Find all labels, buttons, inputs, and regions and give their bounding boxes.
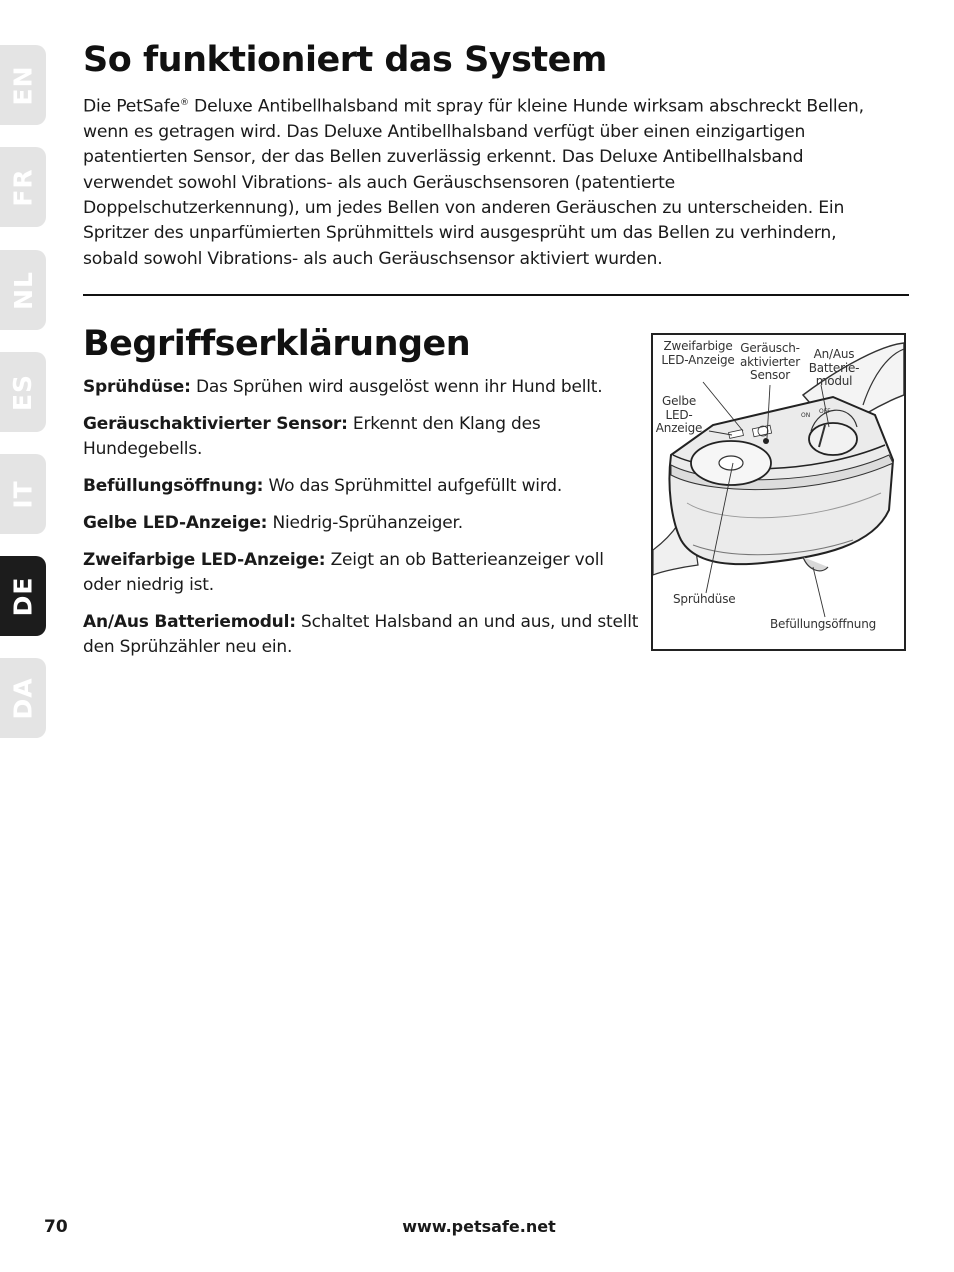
tab-es[interactable]: ES (0, 352, 46, 432)
intro-brand: Die PetSafe (83, 96, 180, 117)
label-yellow-led: Gelbe LED-Anzeige (655, 394, 703, 435)
label-bicolor-led: Zweifarbige LED-Anzeige (661, 339, 735, 367)
label-sound-sensor: Geräusch-aktivierter Sensor (740, 341, 800, 382)
definition-item (83, 474, 643, 499)
tab-fr[interactable]: FR (0, 147, 46, 227)
definition-item (83, 375, 643, 400)
label-fill-port: Befüllungsöffnung (770, 617, 877, 631)
tab-de[interactable]: DE (0, 556, 46, 636)
switch-on-label: ON (801, 412, 811, 419)
tab-da[interactable]: DA (0, 658, 46, 738)
definition-item (83, 548, 643, 598)
page-number: 70 (44, 1217, 68, 1237)
label-nozzle: Sprühdüse (673, 592, 736, 606)
switch-off-label: OFF (819, 408, 831, 415)
definition-text: Wo das Sprühmittel aufgefüllt wird. (263, 476, 563, 496)
definition-term: Befüllungsöffnung: (83, 476, 264, 496)
definition-text: Erkennt den Klang des Hundegebells. (83, 414, 541, 459)
section-divider (83, 294, 909, 296)
tab-nl[interactable]: NL (0, 250, 46, 330)
definition-term: Geräuschaktivierter Sensor: (83, 414, 348, 434)
collar-diagram (651, 333, 906, 651)
website-url[interactable]: www.petsafe.net (402, 1217, 556, 1236)
definition-item (83, 412, 643, 462)
section-title-system: So funktioniert das System (83, 40, 607, 80)
definition-text: Das Sprühen wird ausgelöst wenn ihr Hund bellt. (190, 377, 603, 397)
definition-term: Zweifarbige LED-Anzeige: (83, 550, 326, 570)
intro-paragraph (83, 91, 883, 272)
definition-item (83, 610, 643, 660)
intro-text: Deluxe Antibellhalsband mit spray für kleine Hunde wirksam abschreckt Bellen, wenn es getragen wird. Das Deluxe Antibellhalsband verfügt über einen einzigartigen patentierten Sensor, der das Bellen zuverlässig erkennt. Das Deluxe Antibellhalsband verwendet sowohl Vibrations- als auch Geräuschsensoren (patentierte Doppelschutzerkennung), um jedes Bellen von anderen Geräuschen zu unterscheiden. Ein Spritzer des unparfümierten Sprühmittels wird ausgesprüht um das Bellen zu verhindern, sobald sowohl Vibrations- als auch Geräuschsensor aktiviert wurden. (83, 96, 864, 269)
label-battery-module: An/Aus Batterie-modul (808, 347, 860, 388)
section-title-definitions: Begriffserklärungen (83, 324, 471, 364)
definition-text: Zeigt an ob Batterieanzeiger voll oder niedrig ist. (83, 550, 604, 595)
tab-it[interactable]: IT (0, 454, 46, 534)
definition-term: An/Aus Batteriemodul: (83, 612, 296, 632)
definition-text: Schaltet Halsband an und aus, und stellt den Sprühzähler neu ein. (83, 612, 639, 657)
registered-mark: ® (179, 98, 189, 108)
definition-list (83, 375, 643, 672)
definition-item (83, 511, 643, 536)
definition-term: Sprühdüse: (83, 377, 191, 397)
definition-term: Gelbe LED-Anzeige: (83, 513, 268, 533)
definition-text: Niedrig-Sprühanzeiger. (267, 513, 463, 533)
tab-en[interactable]: EN (0, 45, 46, 125)
